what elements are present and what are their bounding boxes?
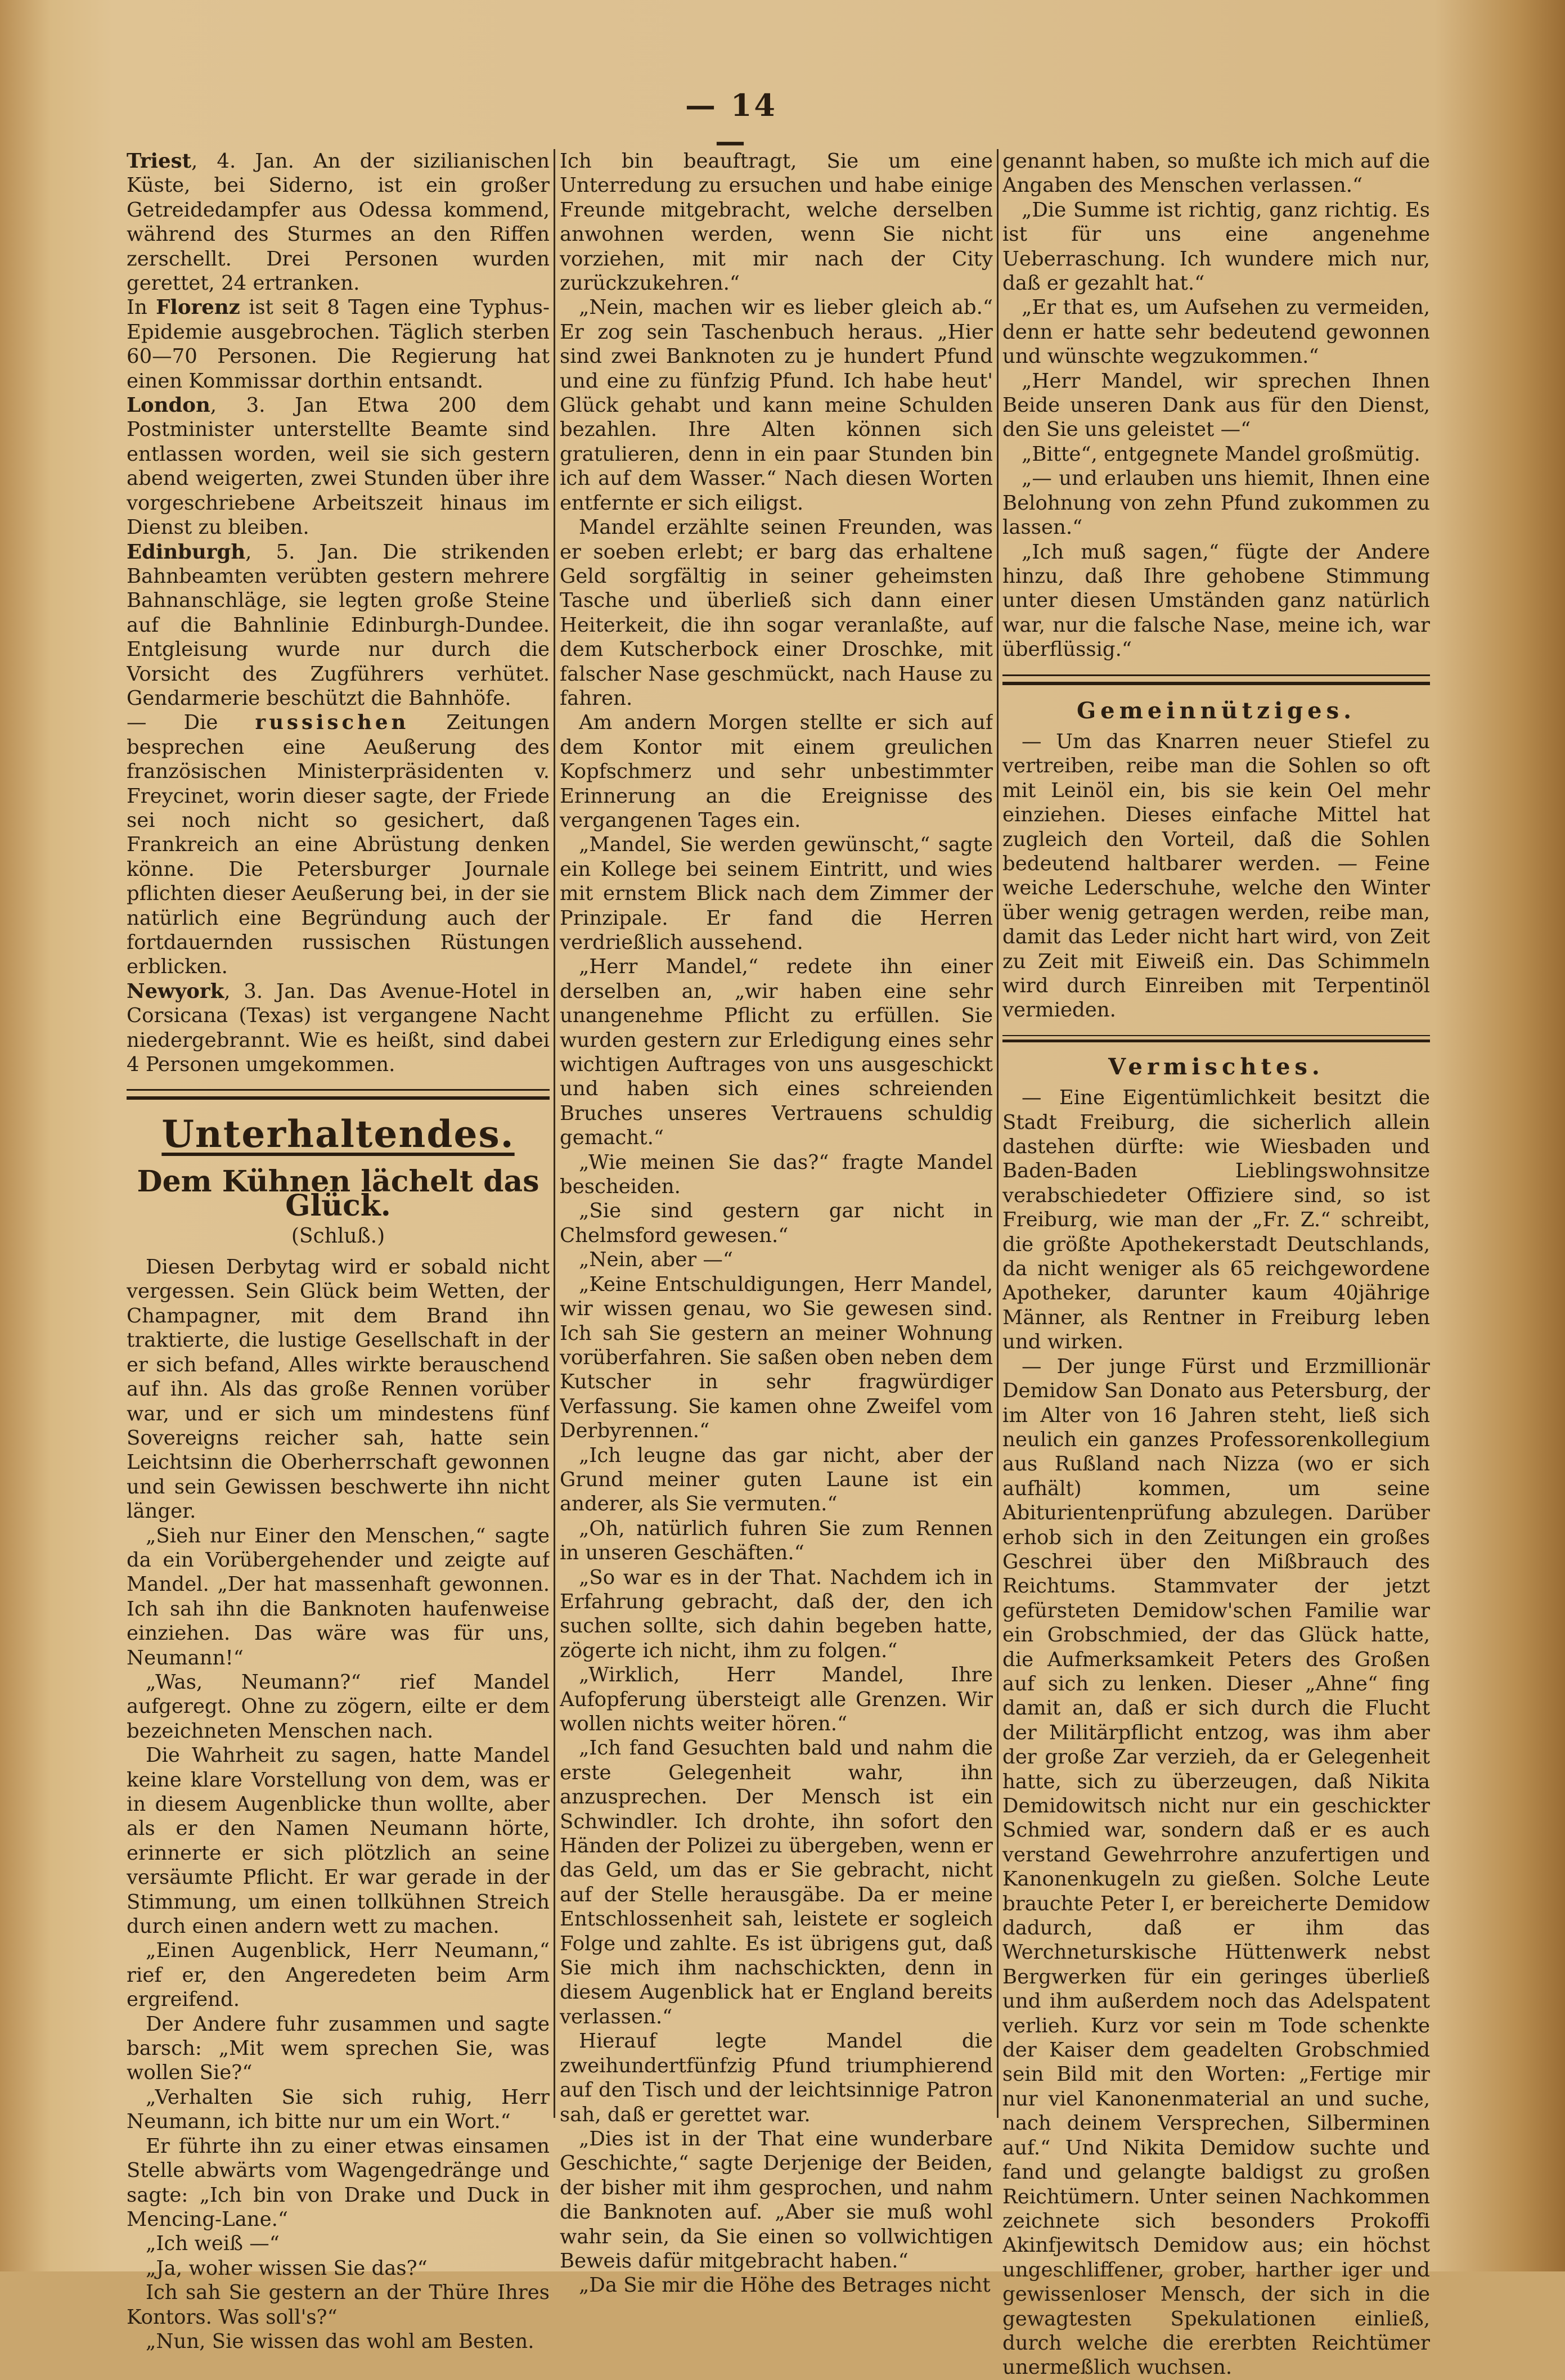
story-paragraph: Hierauf legte Mandel die zweihundertfünfzig Pfund triumphierend auf den Tisch und der leichtsinnige Patron sah, daß er gerettet war. <box>560 2030 993 2126</box>
story-paragraph: „Er that es, um Aufsehen zu vermeiden, denn er hatte sehr bedeutend gewonnen und wünschte wegzukommen.“ <box>1002 296 1430 368</box>
gemeinnuetziges-text <box>1002 730 1430 1023</box>
column-2 <box>560 149 993 2298</box>
story-paragraph: „Wie meinen Sie das?“ fragte Mandel bescheiden. <box>560 1150 993 1199</box>
story-subtitle: (Schluß.) <box>291 1224 385 1248</box>
story-paragraph: „Herr Mandel,“ redete ihn einer derselben an, „wir haben eine sehr unangenehme Pflicht zu erfüllen. Sie wurden gestern zur Erledigung eines sehr wichtigen Auftrages von uns ausgeschickt und haben sich eines schreienden Bruches unseres Vertrauens schuldig gemacht.“ <box>560 955 993 1150</box>
section-title-unterhaltendes: Unterhaltendes. <box>161 1112 515 1157</box>
section-divider <box>1002 674 1430 685</box>
story-paragraph: „Wirklich, Herr Mandel, Ihre Aufopferung übersteigt alle Grenzen. Wir wollen nichts weiter hören.“ <box>560 1663 993 1735</box>
news-prefix: — Die <box>127 711 255 735</box>
notice-paragraph: — Der junge Fürst und Erzmillionär Demidow San Donato aus Petersburg, der im Alter von 16 Jahren steht, ließ sich neulich ein ganzes Professorenkollegium aus Rußland nach Nizza (wo er sich aufhält) kommen, um seine Abiturientenprüfung abzulegen. Darüber erhob sich in den Zeitungen ein großes Geschrei über den Mißbrauch des Reichtums. Stammvater der jetzt gefürsteten Demidow'schen Familie war ein Grobschmied, der das Glück hatte, die Aufmerksamkeit Peters des Großen auf sich zu lenken. Dieser „Ahne“ fing damit an, daß er sich durch die Flucht der Militärpflicht entzog, was ihm aber der große Zar verzieh, da er Gelegenheit hatte, sich zu überzeugen, daß Nikita Demidowitsch nicht nur ein geschickter Schmied war, sondern daß er es auch verstand Gewehrrohre anzufertigen und Kanonenkugeln zu gießen. Solche Leute brauchte Peter I, er bereicherte Demidow dadurch, daß er ihm das Werchneturskische Hüttenwerk nebst Bergwerken für ein geringes überließ und ihm außerdem noch das Adelspatent verlieh. Kurz vor sein m Tode schenkte der Kaiser dem geadelten Grobschmied sein Bild mit den Worten: „Fertige mir nur viel Kanonenmaterial an und suche, nach deinem Versprechen, Silberminen auf.“ Und Nikita Demidow suchte und fand und gelangte baldigst zu großen Reichtümern. Unter seinen Nachkommen zeichnete sich besonders Prokoffi Akinfjewitsch Demidow aus; ein höchst ungeschliffener, grober, harther iger und gewissenloser Mensch, der sich in die gewagtesten Spekulationen einließ, durch welche die ererbten Reichtümer unermeßlich wuchsen. <box>1002 1355 1430 2379</box>
story-paragraph: „Was, Neumann?“ rief Mandel aufgeregt. Ohne zu zögern, eilte er dem bezeichneten Menschen nach. <box>127 1670 550 1743</box>
story-ending <box>1002 149 1430 662</box>
story-paragraph: „So war es in der That. Nachdem ich in Erfahrung gebracht, daß der, den ich suchen sollte, sich dahin begeben hatte, zögerte ich nicht, ihm zu folgen.“ <box>560 1565 993 1662</box>
section-divider <box>127 1089 550 1100</box>
story-paragraph: Der Andere fuhr zusammen und sagte barsch: „Mit wem sprechen Sie, was wollen Sie?“ <box>127 2012 550 2085</box>
story-paragraph: „Dies ist in der That eine wunderbare Geschichte,“ sagte Derjenige der Beiden, der bisher mit ihm gesprochen, und nahm die Banknoten auf. „Aber sie muß wohl wahr sein, da Sie einen so vollwichtigen Beweis dafür mitgebracht haben.“ <box>560 2127 993 2273</box>
column-1 <box>127 149 550 2354</box>
news-text: , 5. Jan. Die strikenden Bahnbeamten verübten gestern mehrere Bahnanschläge, sie legten große Steine auf die Bahnlinie Edinburgh-Dundee. Entgleisung wurde nur durch die Vorsicht des Zugführers verhütet. Gendarmerie beschützt die Bahnhöfe. <box>127 540 550 710</box>
column-3 <box>1002 149 1430 2380</box>
story-paragraph: „— und erlauben uns hiemit, Ihnen eine Belohnung von zehn Pfund zukommen zu lassen.“ <box>1002 467 1430 539</box>
story-paragraph: „Mandel, Sie werden gewünscht,“ sagte ein Kollege bei seinem Eintritt, und wies mit ernstem Blick nach dem Zimmer der Prinzipale. Er fand die Herren verdrießlich aussehend. <box>560 833 993 954</box>
story-paragraph: „Herr Mandel, wir sprechen Ihnen Beide unseren Dank aus für den Dienst, den Sie uns geleistet —“ <box>1002 369 1430 442</box>
story-paragraph: „Nein, aber —“ <box>579 1248 734 1272</box>
story-paragraph: „Sieh nur Einer den Menschen,“ sagte da ein Vorübergehender und zeigte auf Mandel. „Der hat massenhaft gewonnen. Ich sah ihn die Banknoten haufenweise einziehen. Das wäre was für uns, Neumann!“ <box>127 1524 550 1670</box>
story-paragraph: Mandel erzählte seinen Freunden, was er soeben erlebt; er barg das erhaltene Geld sorgfältig in seiner geheimsten Tasche und überließ sich dann einer Heiterkeit, die ihn sogar veranlaßte, auf dem Kutscherbock einer Droschke, mit falscher Nase geschmückt, nach Hause zu fahren. <box>560 516 993 710</box>
story-paragraph: Die Wahrheit zu sagen, hatte Mandel keine klare Vorstellung von dem, was er in diesem Augenblicke thun wollte, aber als er den Namen Neumann hörte, erinnerte er sich plötzlich an seine versäumte Pflicht. Er war gerade in der Stimmung, um einen tollkühnen Streich durch einen andern wett zu machen. <box>127 1744 550 1938</box>
news-item <box>127 295 550 393</box>
story-paragraph: Er führte ihn zu einer etwas einsamen Stelle abwärts vom Wagengedränge und sagte: „Ich bin von Drake und Duck in Mencing-Lane.“ <box>127 2134 550 2231</box>
news-dateline: Florenz <box>156 296 240 320</box>
story-paragraph: „Sie sind gestern gar nicht in Chelmsford gewesen.“ <box>560 1199 993 1247</box>
story-paragraph: Diesen Derbytag wird er sobald nicht vergessen. Sein Glück beim Wetten, der Champagner, mit dem Brand ihn traktierte, die lustige Gesellschaft in der er sich befand, Alles wirkte berauschend auf ihn. Als das große Rennen vorüber war, und er sich um mindestens fünf Sovereigns reicher sah, hatte sein Leichtsinn die Oberherrschaft gewonnen und sein Gewissen beschwerte ihn nicht länger. <box>127 1256 550 1523</box>
news-dateline: Newyork <box>127 979 224 1003</box>
section-divider <box>1002 1035 1430 1042</box>
story-paragraph: „Da Sie mir die Höhe des Betrages nicht <box>579 2274 991 2297</box>
story-continuation <box>560 149 993 2298</box>
news-prefix: In <box>127 296 156 320</box>
news-item <box>127 979 550 1077</box>
notice-paragraph: — Eine Eigentümlichkeit besitzt die Stadt Freiburg, die sicherlich allein dastehen dürfte: wie Wiesbaden und Baden-Baden Lieblingswohnsitze verabschiedeter Offiziere sind, so ist Freiburg, wie man der „Fr. Z.“ schreibt, die größte Apothekerstadt Deutschlands, da nicht weniger als 65 reichgewordene Apotheker, darunter kaum 40jährige Männer, als Rentner in Freiburg leben und wirken. <box>1002 1086 1430 1354</box>
news-text: ist seit 8 Tagen eine Typhus-Epidemie ausgebrochen. Täglich sterben 60—70 Personen. Die Regierung hat einen Kommissar dorthin entsandt. <box>127 296 550 393</box>
story-paragraph: „Ich weiß —“ <box>146 2232 280 2256</box>
page-number: — 14 — <box>685 87 777 159</box>
story-paragraph: „Keine Entschuldigungen, Herr Mandel, wir wissen genau, wo Sie gewesen sind. Ich sah Sie gestern an meiner Wohnung vorüberfahren. Sie saßen oben neben dem Kutscher in sehr fragwürdiger Verfassung. Sie kamen ohne Zweifel vom Derbyrennen.“ <box>560 1272 993 1443</box>
news-text: , 4. Jan. An der sizilianischen Küste, bei Siderno, ist ein großer Getreidedampfer aus Odessa kommend, während des Sturmes an den Riffen zerschellt. Drei Personen wurden gerettet, 24 ertranken. <box>127 150 550 295</box>
story-paragraph: Am andern Morgen stellte er sich auf dem Kontor mit einem greulichen Kopfschmerz und sehr unbestimmter Erinnerung an die Ereignisse des vergangenen Tages ein. <box>560 711 993 832</box>
story-paragraph: „Ich muß sagen,“ fügte der Andere hinzu, daß Ihre gehobene Stimmung unter diesen Umständen ganz natürlich war, nur die falsche Nase, meine ich, war überflüssig.“ <box>1002 540 1430 662</box>
news-item <box>127 710 550 979</box>
story-paragraph: „Ich leugne das gar nicht, aber der Grund meiner guten Laune ist ein anderer, als Sie vermuten.“ <box>560 1443 993 1516</box>
news-dateline: russischen <box>255 711 410 735</box>
news-dateline: Edinburgh <box>127 540 246 564</box>
story-paragraph: „Oh, natürlich fuhren Sie zum Rennen in unseren Geschäften.“ <box>560 1517 993 1565</box>
news-text: Zeitungen besprechen eine Aeußerung des französischen Ministerpräsidenten v. Freycinet, worin dieser sagte, der Friede sei noch nicht so gesichert, daß Frankreich an eine Abrüstung denken könne. Die Petersburger Journale pflichten dieser Aeußerung bei, in der sie natürlich eine Begründung auch der fortdauernden russischen Rüstungen erblicken. <box>127 711 550 979</box>
story-paragraph: „Nein, machen wir es lieber gleich ab.“ Er zog sein Taschenbuch heraus. „Hier sind zwei Banknoten zu je hundert Pfund und eine zu fünfzig Pfund. Ich habe heut' Glück gehabt und kann meine Schulden bezahlen. Ihre Alten können sich gratulieren, denn in ein paar Stunden bin ich auf dem Wasser.“ Nach diesen Worten entfernte er sich eiligst. <box>560 296 993 515</box>
news-item <box>127 393 550 539</box>
news-item <box>127 540 550 711</box>
story-title: Dem Kühnen lächelt das Glück. <box>137 1164 539 1223</box>
story-paragraph: Ich bin beauftragt, Sie um eine Unterredung zu ersuchen und habe einige Freunde mitgebracht, welche derselben anwohnen werden, wenn Sie nicht vorziehen, mit mir nach der City zurückzukehren.“ <box>560 150 993 295</box>
news-briefs <box>127 149 550 1077</box>
story-text <box>127 1255 550 2354</box>
notice-paragraph: — Um das Knarren neuer Stiefel zu vertreiben, reibe man die Sohlen so oft mit Leinöl ein, bis sie kein Oel mehr einziehen. Dieses einfache Mittel hat zugleich den Vorteil, daß die Sohlen bedeutend haltbarer werden. — Feine weiche Lederschuhe, welche den Winter über wenig getragen werden, reibe man, damit das Leder nicht hart wird, von Zeit zu Zeit mit Eiweiß ein. Das Schimmeln wird durch Einreiben mit Terpentinöl vermieden. <box>1002 730 1430 1022</box>
story-paragraph: „Verhalten Sie sich ruhig, Herr Neumann, ich bitte nur um ein Wort.“ <box>127 2085 550 2134</box>
column-divider <box>997 149 999 2118</box>
news-dateline: London <box>127 394 210 417</box>
section-title-gemeinnuetziges: Gemeinnütziges. <box>1076 697 1356 724</box>
story-paragraph: genannt haben, so mußte ich mich auf die Angaben des Menschen verlassen.“ <box>1002 150 1430 197</box>
story-paragraph: „Einen Augenblick, Herr Neumann,“ rief er, den Angeredeten beim Arm ergreifend. <box>127 1939 550 2012</box>
news-text: , 3. Jan. Das Avenue-Hotel in Corsicana (Texas) ist vergangene Nacht niedergebrannt. Wie es heißt, sind dabei 4 Personen umgekommen. <box>127 979 550 1077</box>
section-title-vermischtes: Vermischtes. <box>1108 1053 1324 1080</box>
story-paragraph: „Bitte“, entgegnete Mandel großmütig. <box>1022 442 1420 466</box>
news-dateline: Triest <box>127 150 191 173</box>
story-paragraph: Ich sah Sie gestern an der Thüre Ihres Kontors. Was soll's?“ <box>127 2281 550 2329</box>
vermischtes-text <box>1002 1086 1430 2380</box>
story-paragraph: „Ich fand Gesuchten bald und nahm die erste Gelegenheit wahr, ihn anzusprechen. Der Mensch ist ein Schwindler. Ich drohte, ihn sofort den Händen der Polizei zu übergeben, wenn er das Geld, um das er Sie gebracht, nicht auf der Stelle herausgäbe. Da er meine Entschlossenheit sah, leistete er sogleich Folge und zahlte. Es ist übrigens gut, daß Sie mich ihm nachschickten, denn in diesem Augenblick hat er England bereits verlassen.“ <box>560 1736 993 2028</box>
news-item <box>127 149 550 295</box>
news-text: , 3. Jan Etwa 200 dem Postminister unterstellte Beamte sind entlassen worden, weil sie sich gestern abend weigerten, zwei Stunden über ihre vorgeschriebene Arbeitszeit hinaus im Dienst zu bleiben. <box>127 394 550 539</box>
story-paragraph: „Ja, woher wissen Sie das?“ <box>146 2256 428 2280</box>
column-divider <box>554 149 555 2118</box>
story-paragraph: „Nun, Sie wissen das wohl am Besten. <box>146 2329 534 2353</box>
story-paragraph: „Die Summe ist richtig, ganz richtig. Es ist für uns eine angenehme Ueberraschung. Ich wundere mich nur, daß er gezahlt hat.“ <box>1002 198 1430 295</box>
